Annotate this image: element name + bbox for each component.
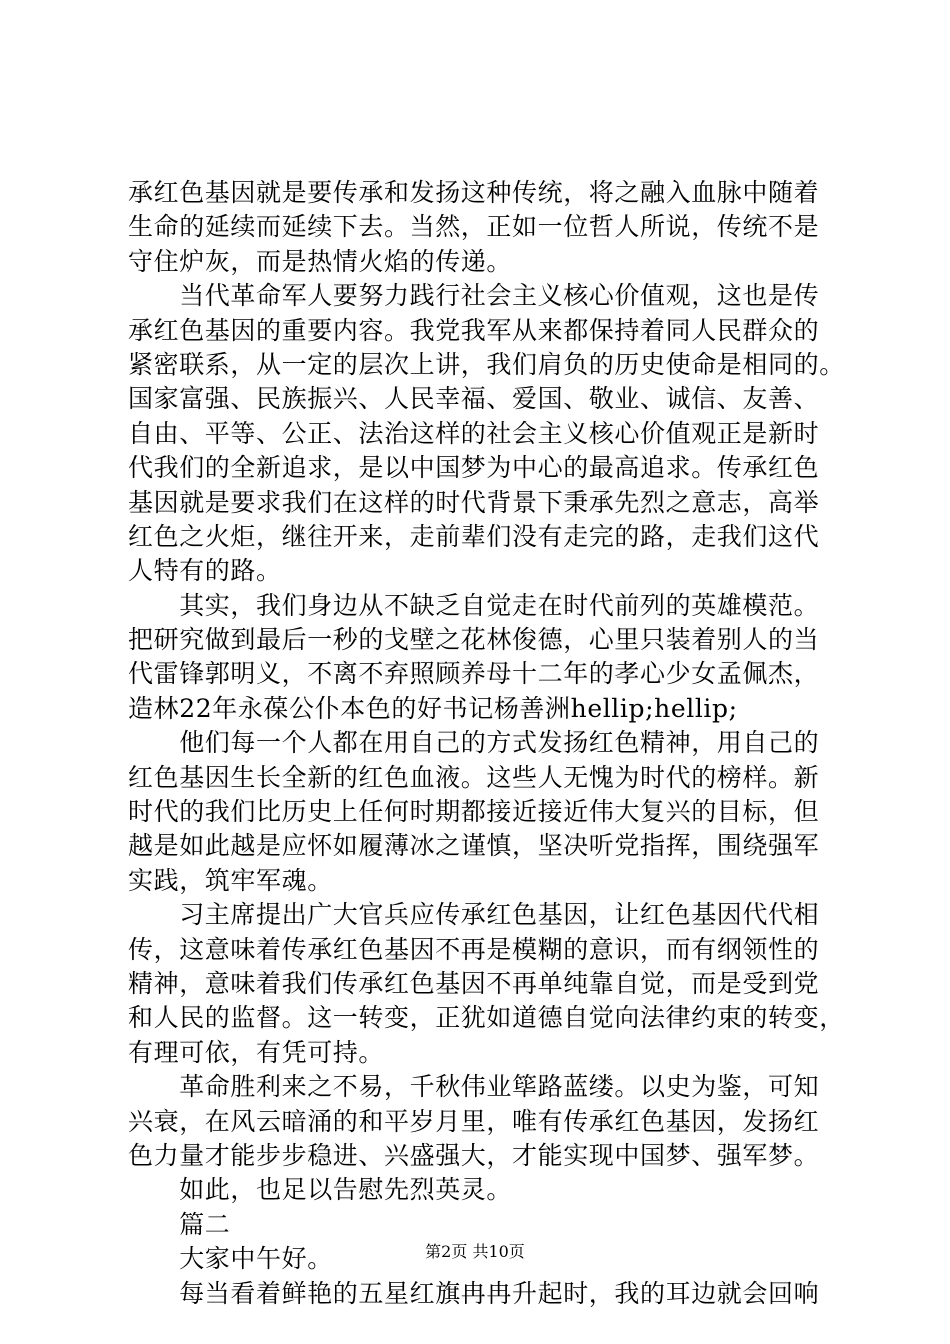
text-line: 有理可依，有凭可持。 [128, 1037, 385, 1067]
text-line: 红色基因生长全新的红色血液。这些人无愧为时代的榜样。新 [128, 762, 820, 792]
text-line: 传，这意味着传承红色基因不再是模糊的意识，而有纲领性的 [128, 934, 820, 964]
text-line: 造林22年永葆公仆本色的好书记杨善洲hellip;hellip; [128, 693, 738, 723]
text-line: 守住炉灰，而是热情火焰的传递。 [128, 246, 513, 276]
text-line: 紧密联系，从一定的层次上讲，我们肩负的历史使命是相同的。 [128, 349, 845, 379]
text-line: 篇二 [128, 1209, 231, 1239]
text-line: 和人民的监督。这一转变，正犹如道德自觉向法律约束的转变， [128, 1003, 845, 1033]
text-line: 大家中午好。 [128, 1244, 333, 1274]
text-line: 代我们的全新追求，是以中国梦为中心的最高追求。传承红色 [128, 453, 820, 483]
text-line: 代雷锋郭明义，不离不弃照顾养母十二年的孝心少女孟佩杰， [128, 659, 820, 689]
text-line: 习主席提出广大官兵应传承红色基因，让红色基因代代相 [128, 900, 820, 930]
text-line: 越是如此越是应怀如履薄冰之谨慎，坚决听党指挥，围绕强军 [128, 831, 820, 861]
text-line: 革命胜利来之不易，千秋伟业筚路蓝缕。以史为鉴，可知 [128, 1072, 820, 1102]
text-line: 自由、平等、公正、法治这样的社会主义核心价值观正是新时 [128, 418, 820, 448]
text-line: 如此，也足以告慰先烈英灵。 [128, 1175, 513, 1205]
text-line: 其实，我们身边从不缺乏自觉走在时代前列的英雄模范。 [128, 590, 820, 620]
page-number-footer: 第2页 共10页 [425, 1242, 525, 1261]
text-line: 承红色基因就是要传承和发扬这种传统，将之融入血脉中随着 [128, 178, 820, 207]
text-line: 把研究做到最后一秒的戈壁之花林俊德，心里只装着别人的当 [128, 625, 820, 655]
text-line: 精神，意味着我们传承红色基因不再单纯靠自觉，而是受到党 [128, 968, 820, 998]
text-line: 人特有的路。 [128, 556, 282, 586]
text-line: 每当看着鲜艳的五星红旗冉冉升起时，我的耳边就会回响 [128, 1278, 820, 1308]
text-line: 生命的延续而延续下去。当然，正如一位哲人所说，传统不是 [128, 212, 820, 242]
text-line: 基因就是要求我们在这样的时代背景下秉承先烈之意志，高举 [128, 487, 820, 517]
body-text [128, 176, 845, 1311]
text-line: 兴衰，在风云暗涌的和平岁月里，唯有传承红色基因，发扬红 [128, 1106, 820, 1136]
text-line: 红色之火炬，继往开来，走前辈们没有走完的路，走我们这代 [128, 521, 820, 551]
text-line: 当代革命军人要努力践行社会主义核心价值观，这也是传 [128, 281, 820, 311]
text-line: 色力量才能步步稳进、兴盛强大，才能实现中国梦、强军梦。 [128, 1140, 820, 1170]
text-line: 时代的我们比历史上任何时期都接近接近伟大复兴的目标，但 [128, 797, 820, 827]
text-line: 实践，筑牢军魂。 [128, 865, 333, 895]
text-line: 他们每一个人都在用自己的方式发扬红色精神，用自己的 [128, 728, 820, 758]
text-line: 国家富强、民族振兴、人民幸福、爱国、敬业、诚信、友善、 [128, 384, 820, 414]
text-line: 承红色基因的重要内容。我党我军从来都保持着同人民群众的 [128, 315, 820, 345]
